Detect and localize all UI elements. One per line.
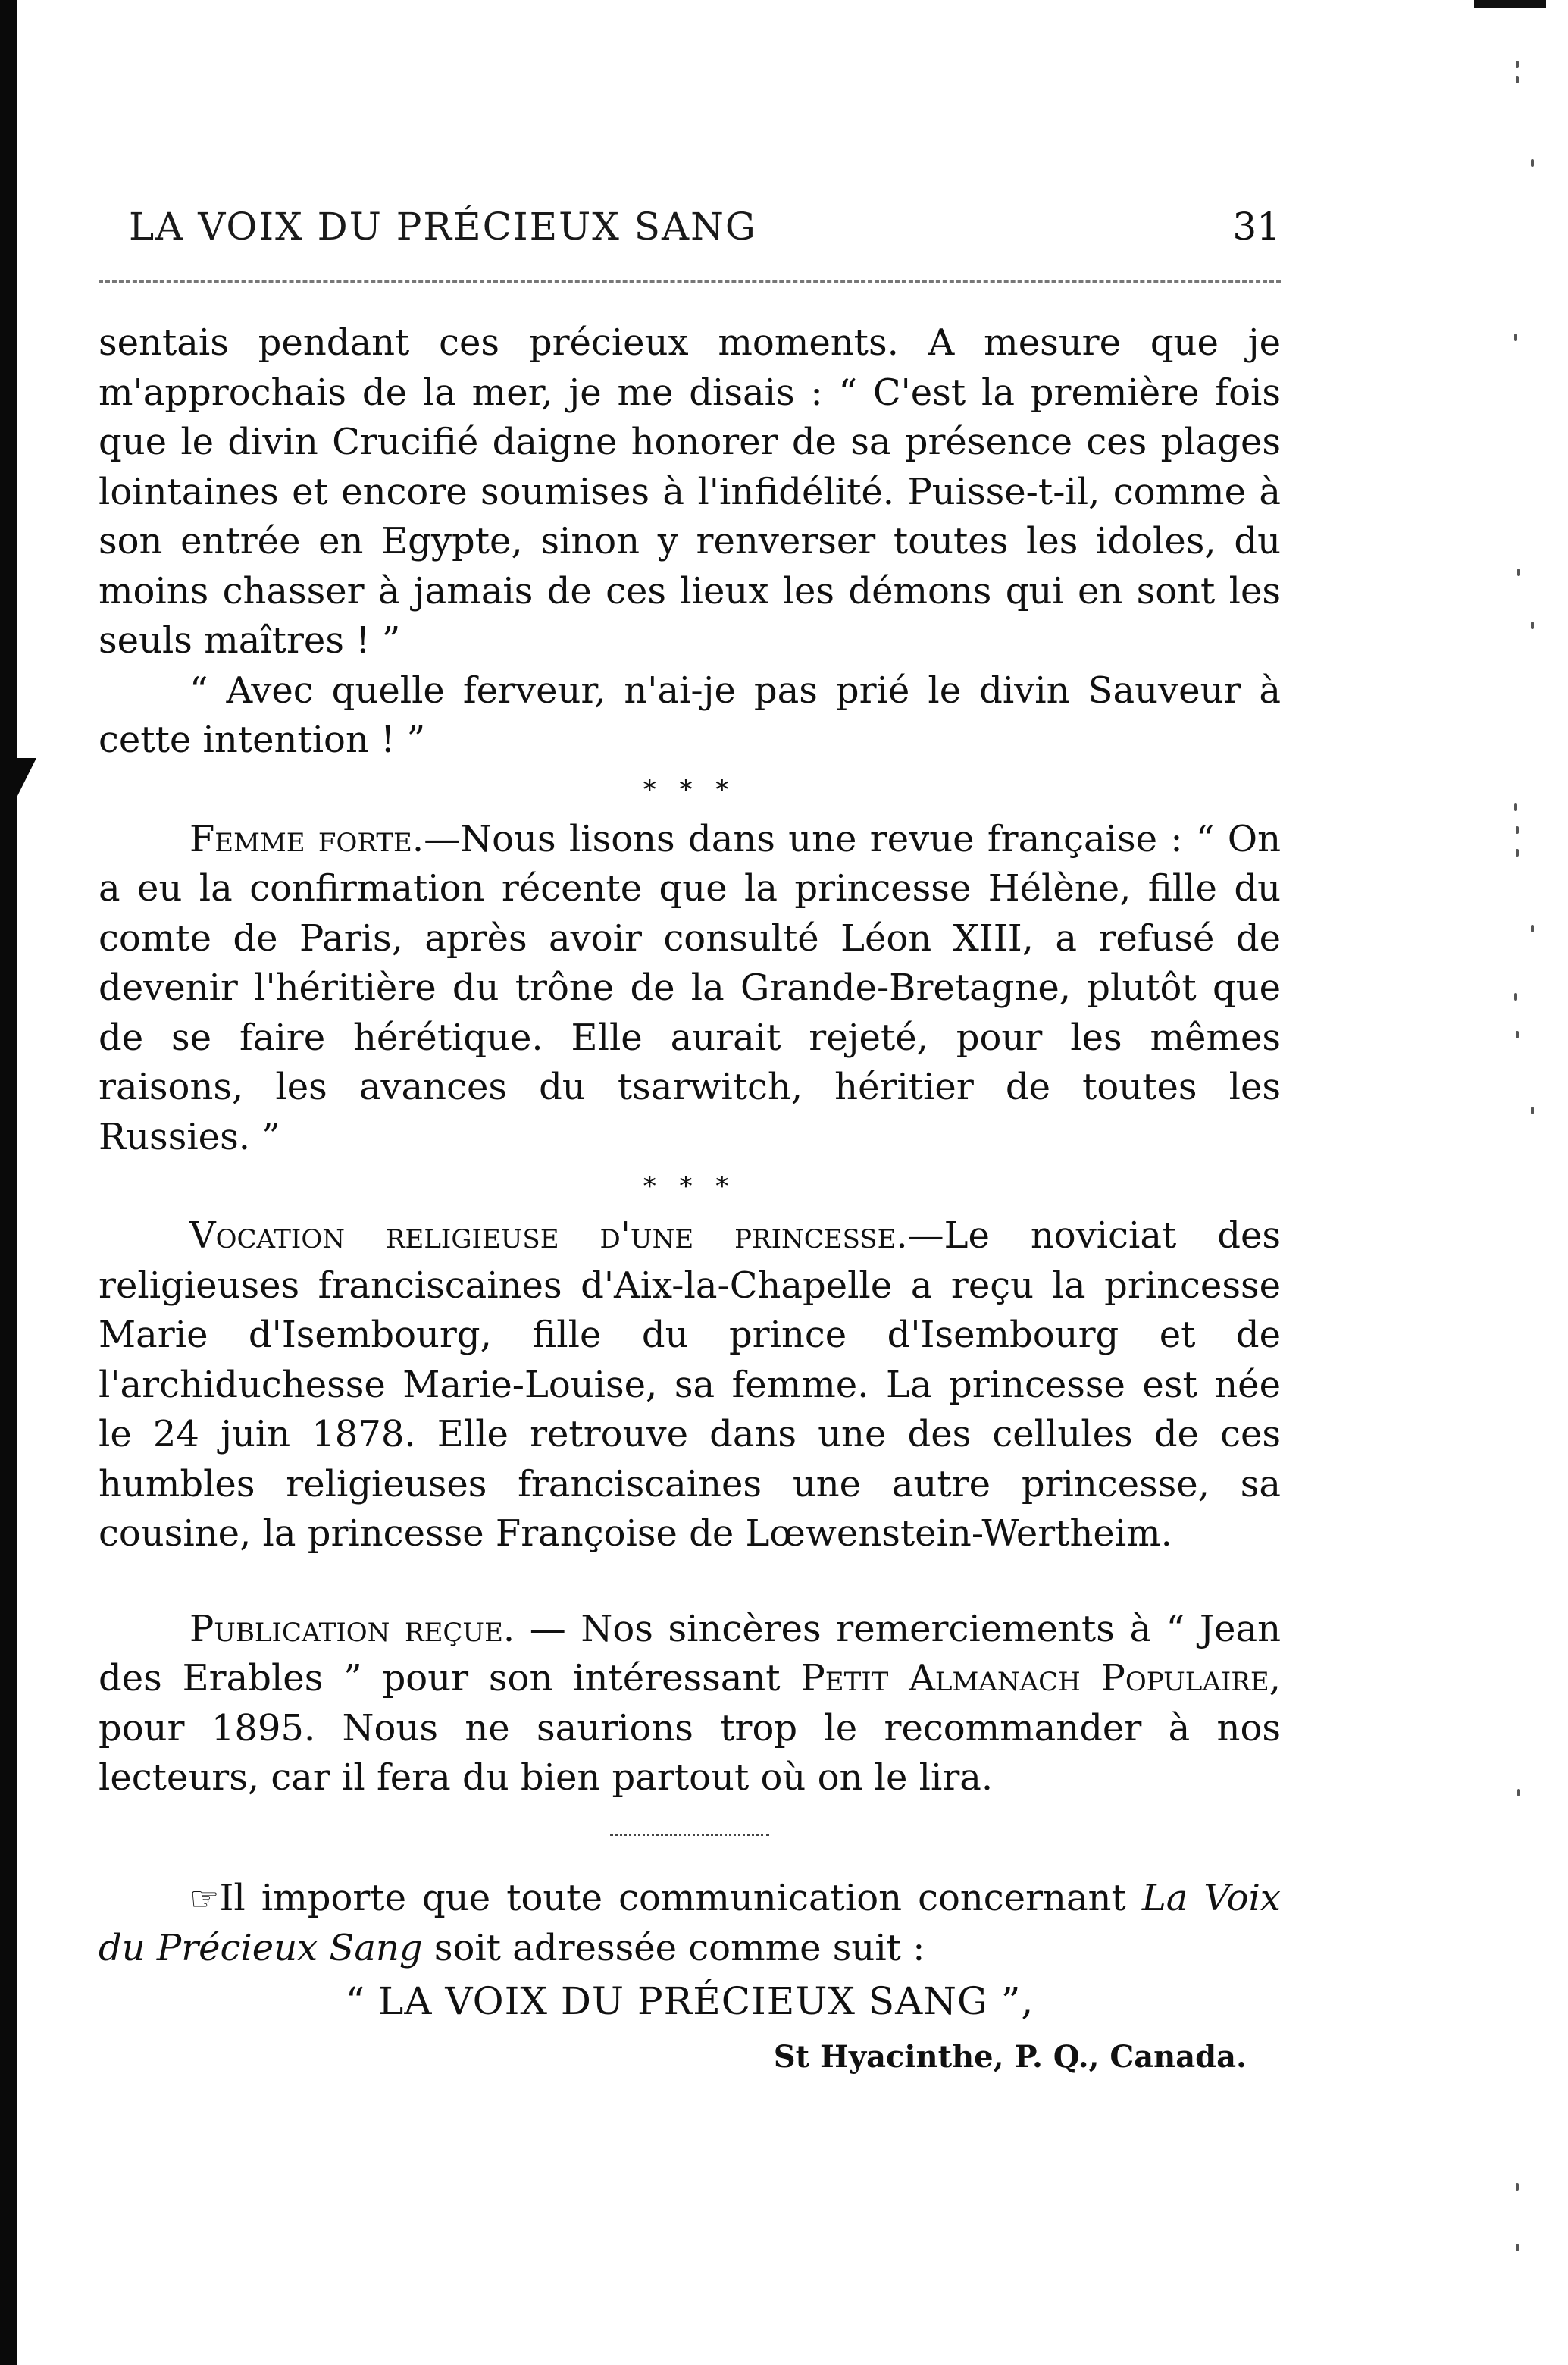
paragraph-voyage: sentais pendant ces précieux moments. A mesure que je m'approchais de la mer, je me disais : “ C'est la première fois que le divin Crucifié daigne honorer de sa présence ces plages lointaines et encore soumises à l'infidélité. Puisse-t-il, comme à son entrée en Egypte, sinon y renverser toutes les idoles, du moins chasser à jamais de ces lieux les démons qui en sont les seuls maîtres ! ” <box>99 321 1281 662</box>
book-page <box>99 205 1281 2082</box>
paragraph-vocation <box>99 1211 1281 1559</box>
section-text-femme-forte: —Nous lisons dans une revue française : “ On a eu la confirmation récente que la princesse Hélène, fille du comte de Paris, après avoir consulté Léon XIII, a refusé de devenir l'héritière du trône de la Grande-Bretagne, plutôt que de se faire hérétique. Elle aurait rejeté, pour les mêmes raisons, les avances du tsarwitch, héritier de toutes les Russies. ” <box>99 817 1281 1158</box>
pointing-hand-icon: ☞ <box>189 1879 220 1919</box>
publication-text-part2: , pour 1895. Nous ne saurions trop le recommander à nos lecteurs, car il fera du bien partout où on le lira. <box>99 1657 1281 1799</box>
running-title: LA VOIX DU PRÉCIEUX SANG <box>129 205 757 249</box>
page-body <box>99 318 1281 2082</box>
address-line-2: St Hyacinthe, P. Q., Canada. <box>773 2039 1247 2075</box>
header-rule <box>99 280 1281 283</box>
section-text-vocation: —Le noviciat des religieuses franciscaines d'Aix-la-Chapelle a reçu la princesse Marie d'Isembourg, fille du prince d'Isembourg et de l'archiduchesse Marie-Louise, sa femme. La princesse est née le 24 juin 1878. Elle retrouve dans une des cellules de ces humbles religieuses franciscaines une autre princesse, sa cousine, la princesse Françoise de Lœwenstein-Wertheim. <box>99 1214 1282 1555</box>
section-title-vocation: Vocation religieuse d'une princesse. <box>189 1214 908 1257</box>
section-title-femme-forte: Femme forte. <box>189 817 424 860</box>
section-separator: * * * <box>643 774 737 805</box>
notice-text-part1: Il importe que toute communication concernant <box>219 1876 1142 1919</box>
publication-book-title: Petit Almanach Populaire <box>800 1657 1269 1699</box>
scan-left-edge <box>0 0 17 2365</box>
scan-top-mark <box>1474 0 1546 8</box>
address-line-1: “ LA VOIX DU PRÉCIEUX SANG ”, <box>345 1978 1034 2023</box>
paragraph-femme-forte <box>99 815 1281 1163</box>
scan-right-specks <box>1508 45 1554 2320</box>
publication-text-part1: — Nos sincères remerciements à “ Jean des Erables ” pour son intéressant <box>99 1607 1281 1699</box>
notice-paragraph <box>99 1874 1281 1974</box>
paragraph-ferveur: “ Avec quelle ferveur, n'ai-je pas prié le divin Sauveur à cette intention ! ” <box>99 669 1281 761</box>
notice-text-part2: soit adressée comme suit : <box>422 1927 925 1969</box>
dotted-rule <box>610 1834 769 1836</box>
section-separator: * * * <box>643 1171 737 1201</box>
paragraph-publication <box>99 1605 1281 1803</box>
section-title-publication: Publication reçue. <box>189 1607 515 1650</box>
page-number: 31 <box>1232 205 1281 249</box>
notice-journal-title: La Voix du Précieux Sang <box>99 1876 1281 1969</box>
scan-edge-notch <box>14 758 36 803</box>
running-head <box>99 205 1281 265</box>
